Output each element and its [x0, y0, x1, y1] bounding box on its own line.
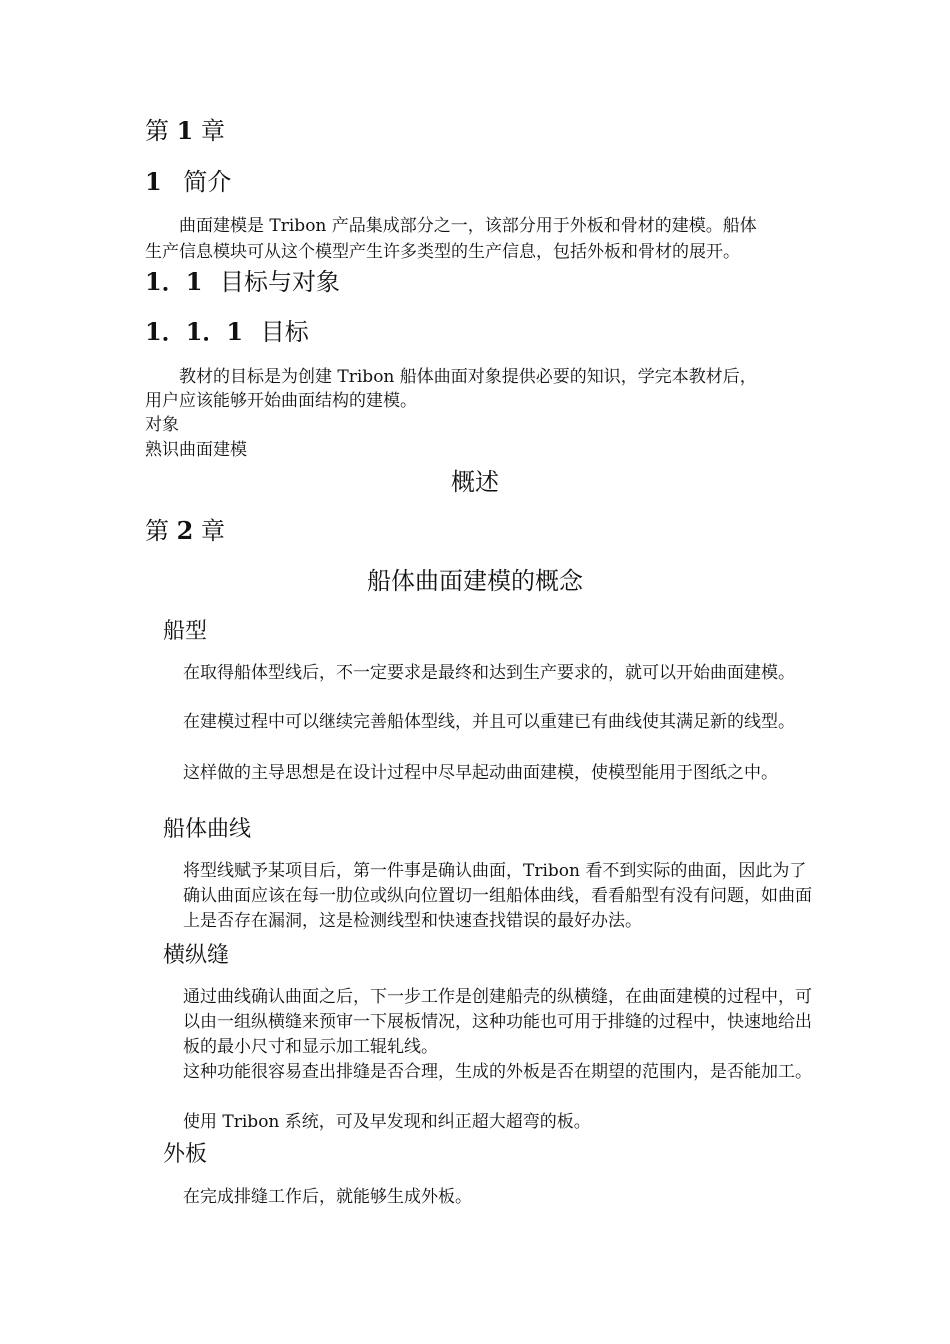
intro-paragraph-line-2: 生产信息模块可从这个模型产生许多类型的生产信息，包括外板和骨材的展开。 — [145, 242, 740, 262]
seams-paragraph-3: 使用 Tribon 系统，可及早发现和纠正超大超弯的板。 — [183, 1112, 591, 1132]
hull-form-paragraph-3: 这样做的主导思想是在设计过程中尽早起动曲面建模，使模型能用于图纸之中。 — [183, 763, 778, 783]
hull-curves-paragraph-1: 将型线赋予某项目后，第一件事是确认曲面，Tribon 看不到实际的曲面，因此为了确认曲面应该在每一肋位或纵向位置切一组船体曲线，看看船型有没有问题，如曲面上是否存在漏洞，这是检测线型和快速查找错误的最好办法。 — [183, 861, 812, 931]
heading-title: 目标与对象 — [220, 268, 341, 296]
concept-title: 船体曲面建模的概念 — [367, 567, 583, 595]
chapter-suffix: 章 — [200, 517, 225, 545]
heading-1-1-1 — [145, 317, 309, 347]
object-label: 对象 — [145, 415, 179, 435]
section-title-hull-form: 船型 — [163, 619, 208, 644]
overview-title: 概述 — [451, 468, 499, 496]
heading-title: 简介 — [183, 168, 232, 196]
heading-1 — [145, 167, 231, 197]
hull-form-paragraph-1: 在取得船体型线后，不一定要求是最终和达到生产要求的，就可以开始曲面建模。 — [183, 663, 795, 683]
goal-paragraph-line-1: 教材的目标是为创建 Tribon 船体曲面对象提供必要的知识，学完本教材后， — [179, 367, 757, 387]
heading-number: 1．1．1 — [145, 317, 244, 346]
chapter-suffix: 章 — [200, 117, 225, 145]
object-item: 熟识曲面建模 — [145, 440, 247, 460]
chapter-2-heading — [145, 516, 225, 546]
heading-1-1 — [145, 267, 340, 297]
section-title-seams: 横纵缝 — [163, 943, 230, 968]
shell-paragraph-1: 在完成排缝工作后，就能够生成外板。 — [183, 1187, 472, 1207]
chapter-number: 1 — [176, 116, 194, 145]
heading-number: 1．1 — [145, 267, 203, 296]
section-title-hull-curves: 船体曲线 — [163, 817, 252, 842]
seams-paragraph-2: 这种功能很容易查出排缝是否合理，生成的外板是否在期望的范围内，是否能加工。 — [183, 1062, 812, 1082]
chapter-prefix: 第 — [145, 517, 169, 545]
hull-form-paragraph-2: 在建模过程中可以继续完善船体型线，并且可以重建已有曲线使其满足新的线型。 — [183, 712, 795, 732]
chapter-number: 2 — [176, 516, 194, 545]
seams-paragraph-1: 通过曲线确认曲面之后，下一步工作是创建船壳的纵横缝，在曲面建模的过程中，可以由一组纵横缝来预审一下展板情况，这种功能也可用于排缝的过程中，快速地给出板的最小尺寸和显示加工辊轧线。 — [183, 987, 812, 1057]
heading-title: 目标 — [260, 318, 309, 346]
intro-paragraph-line-1: 曲面建模是 Tribon 产品集成部分之一，该部分用于外板和骨材的建模。船体 — [179, 216, 757, 236]
chapter-1-heading — [145, 116, 225, 146]
section-title-shell: 外板 — [163, 1142, 208, 1167]
chapter-prefix: 第 — [145, 117, 169, 145]
goal-paragraph-line-2: 用户应该能够开始曲面结构的建模。 — [145, 391, 417, 411]
heading-number: 1 — [145, 167, 162, 196]
